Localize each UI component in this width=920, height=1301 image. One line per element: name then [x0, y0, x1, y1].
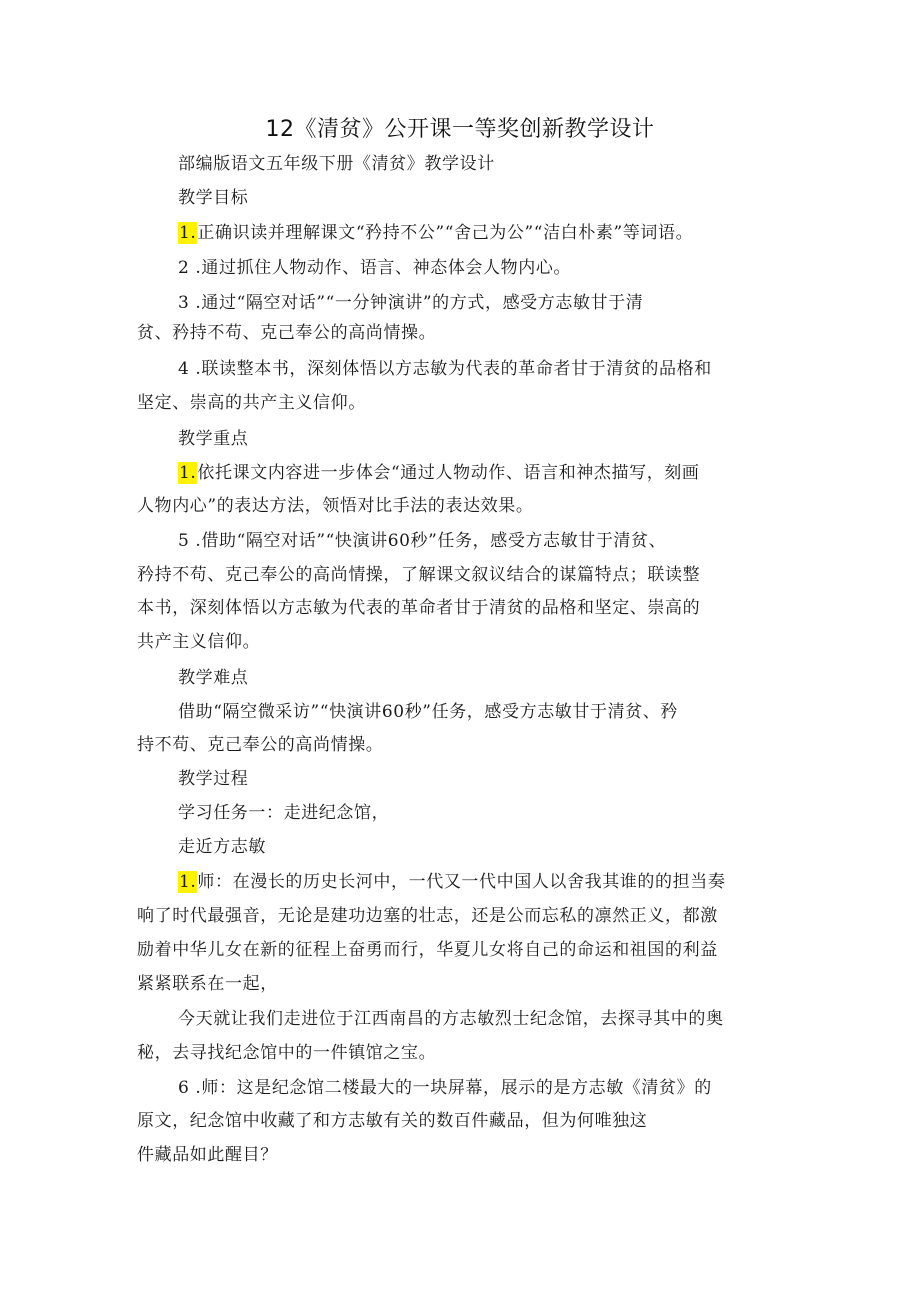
goal-item-3-line-2: 贫、矜持不苟、克己奉公的高尚情操。 [137, 323, 437, 343]
difficulty-heading: 教学难点 [178, 668, 249, 688]
key-item-5-line-2: 矜持不苟、克己奉公的高尚情操，了解课文叙议结合的谋篇特点；联读整 [137, 565, 701, 585]
difficulty-line-1: 借助“隔空微采访”“快演讲60秒”任务，感受方志敏甘于清贫、矜 [178, 702, 678, 722]
process-para-1-line-3: 励着中华儿女在新的征程上奋勇而行，华夏儿女将自己的命运和祖国的利益 [137, 940, 718, 960]
goal-item-1-text: 正确识读并理解课文“矜持不公”“舍己为公”“洁白朴素”等词语。 [197, 223, 694, 243]
process-para-6-line-2: 原文，纪念馆中收藏了和方志敏有关的数百件藏品，但为何唯独这 [137, 1111, 648, 1131]
process-para-1-line-2: 响了时代最强音，无论是建功边塞的壮志，还是公而忘私的凛然正义，都激 [137, 906, 718, 926]
goal-item-1 [178, 222, 838, 244]
key-item-1-line-1 [178, 462, 838, 484]
process-para-2-line-2: 秘，去寻找纪念馆中的一件镇馆之宝。 [137, 1043, 437, 1063]
highlight-mark: 1. [179, 463, 197, 483]
difficulty-line-2: 持不苟、克己奉公的高尚情操。 [137, 735, 384, 755]
key-item-5-line-3: 本书，深刻体悟以方志敏为代表的革命者甘于清贫的品格和坚定、崇高的 [137, 598, 701, 618]
goal-item-2: 2 .通过抓住人物动作、语言、神态体会人物内心。 [178, 258, 572, 278]
key-item-5-line-1: 5 .借助“隔空对话”“快演讲60秒”任务，感受方志敏甘于清贫、 [178, 531, 667, 551]
task-1-line-1: 学习任务一：走进纪念馆， [178, 803, 390, 823]
highlight-mark: 1. [179, 872, 197, 892]
process-para-6-line-3: 件藏品如此醒目？ [137, 1145, 278, 1165]
process-para-2-line-1: 今天就让我们走进位于江西南昌的方志敏烈士纪念馆，去探寻其中的奥 [178, 1009, 724, 1029]
document-title: 12《清贫》公开课一等奖创新教学设计 [265, 117, 655, 142]
process-para-1-text: 师：在漫长的历史长河中，一代又一代中国人以舍我其谁的的担当奏 [197, 872, 726, 892]
key-item-1-text: 依托课文内容进一步体会“通过人物动作、语言和神杰描写，刻画 [197, 463, 700, 483]
process-para-6-line-1: 6 .师：这是纪念馆二楼最大的一块屏幕，展示的是方志敏《清贫》的 [178, 1078, 712, 1098]
process-heading: 教学过程 [178, 769, 249, 789]
subtitle: 部编版语文五年级下册《清贫》教学设计 [178, 154, 495, 174]
process-para-1-line-1 [178, 871, 838, 893]
key-item-1-line-2: 人物内心”的表达方法，领悟对比手法的表达效果。 [137, 496, 534, 516]
process-para-1-line-4: 紧紧联系在一起， [137, 974, 278, 994]
goal-item-4-line-1: 4 .联读整本书，深刻体悟以方志敏为代表的革命者甘于清贫的品格和 [178, 359, 712, 379]
key-item-5-line-4: 共产主义信仰。 [137, 632, 261, 652]
goal-item-4-line-2: 坚定、崇高的共产主义信仰。 [137, 393, 366, 413]
task-1-line-2: 走近方志敏 [178, 837, 266, 857]
key-heading: 教学重点 [178, 429, 249, 449]
goal-item-3-line-1: 3 .通过“隔空对话”“一分钟演讲”的方式，感受方志敏甘于清 [178, 293, 644, 313]
goals-heading: 教学目标 [178, 188, 249, 208]
highlight-mark: 1. [179, 223, 197, 243]
